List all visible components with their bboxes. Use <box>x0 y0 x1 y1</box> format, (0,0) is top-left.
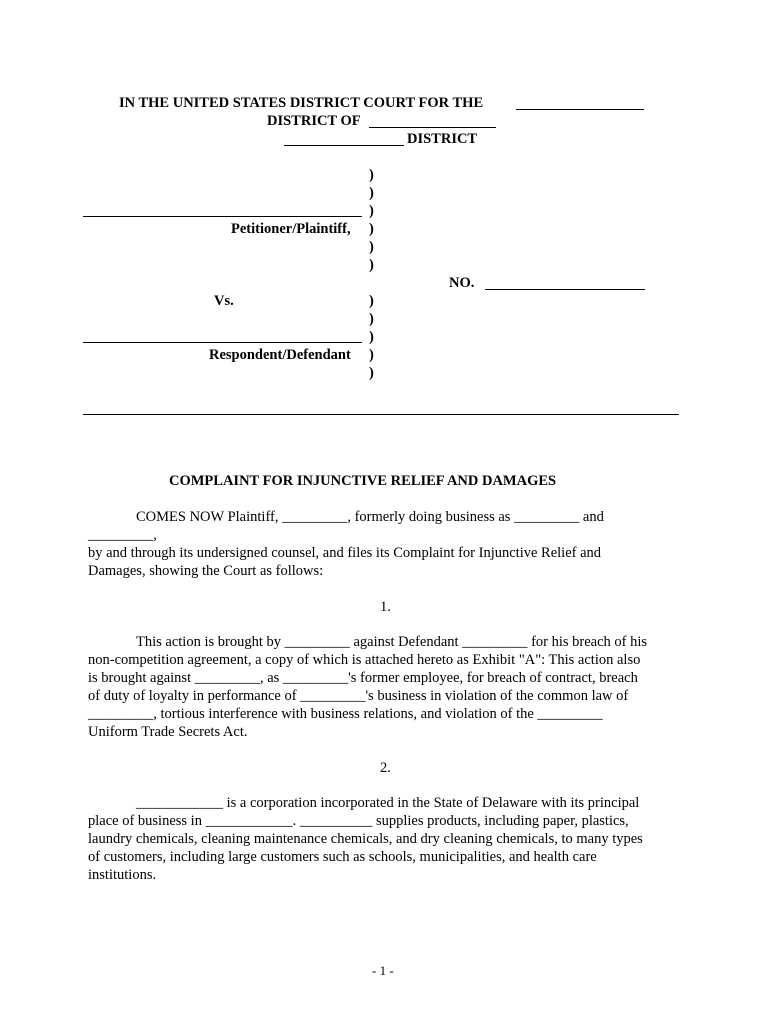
section-number: 1. <box>380 599 391 615</box>
paren: ) <box>369 203 374 219</box>
district-of-label: DISTRICT OF <box>267 113 361 129</box>
paren: ) <box>369 221 374 237</box>
intro-line-4: Damages, showing the Court as follows: <box>88 563 324 579</box>
section-2-line-5: institutions. <box>88 867 157 883</box>
district-label: DISTRICT <box>407 131 478 147</box>
paren: ) <box>369 257 374 273</box>
paren: ) <box>369 167 374 183</box>
court-heading: IN THE UNITED STATES DISTRICT COURT FOR THE <box>119 95 484 111</box>
section-1-line-5: _________, tortious interference with business relations, and violation of the _________ <box>88 706 603 722</box>
section-1-line-2: non-competition agreement, a copy of which is attached hereto as Exhibit "A": This action also <box>88 652 641 668</box>
case-number-blank-line <box>485 289 645 290</box>
section-2-line-1: ____________ is a corporation incorporated in the State of Delaware with its principal <box>136 795 640 811</box>
intro-line-3: by and through its undersigned counsel, and files its Complaint for Injunctive Relief and <box>88 545 602 561</box>
paren: ) <box>369 185 374 201</box>
paren: ) <box>369 293 374 309</box>
paren: ) <box>369 365 374 381</box>
section-1-line-1: This action is brought by _________ against Defendant _________ for his breach of his <box>136 634 648 650</box>
petitioner-label: Petitioner/Plaintiff, <box>231 221 351 237</box>
page-number: - 1 - <box>372 963 394 978</box>
paren: ) <box>369 347 374 363</box>
petitioner-name-line <box>83 216 362 217</box>
intro-line-1: COMES NOW Plaintiff, _________, formerly doing business as _________ and <box>136 509 604 525</box>
paren: ) <box>369 329 374 345</box>
district-of-blank-line <box>369 127 496 128</box>
intro-line-2: _________, <box>88 527 157 543</box>
document-title: COMPLAINT FOR INJUNCTIVE RELIEF AND DAMAGES <box>169 473 557 489</box>
court-blank-line <box>516 109 644 110</box>
section-1-line-4: of duty of loyalty in performance of _________'s business in violation of the common law of <box>88 688 629 704</box>
respondent-label: Respondent/Defendant <box>209 347 351 363</box>
section-2-line-2: place of business in ____________. __________ supplies products, including paper, plastics, <box>88 813 629 829</box>
district-name-blank-line <box>284 145 404 146</box>
section-number: 2. <box>380 760 391 776</box>
section-1-line-6: Uniform Trade Secrets Act. <box>88 724 248 740</box>
section-2-line-4: of customers, including large customers such as schools, municipalities, and health care <box>88 849 597 865</box>
respondent-name-line <box>83 342 362 343</box>
vs-label: Vs. <box>214 293 234 309</box>
caption-separator <box>83 414 679 415</box>
case-number-label: NO. <box>449 275 475 291</box>
section-1-line-3: is brought against _________, as _________'s former employee, for breach of contract, breach <box>88 670 638 686</box>
paren: ) <box>369 239 374 255</box>
section-2-line-3: laundry chemicals, cleaning maintenance chemicals, and dry cleaning chemicals, to many types <box>88 831 643 847</box>
paren: ) <box>369 311 374 327</box>
